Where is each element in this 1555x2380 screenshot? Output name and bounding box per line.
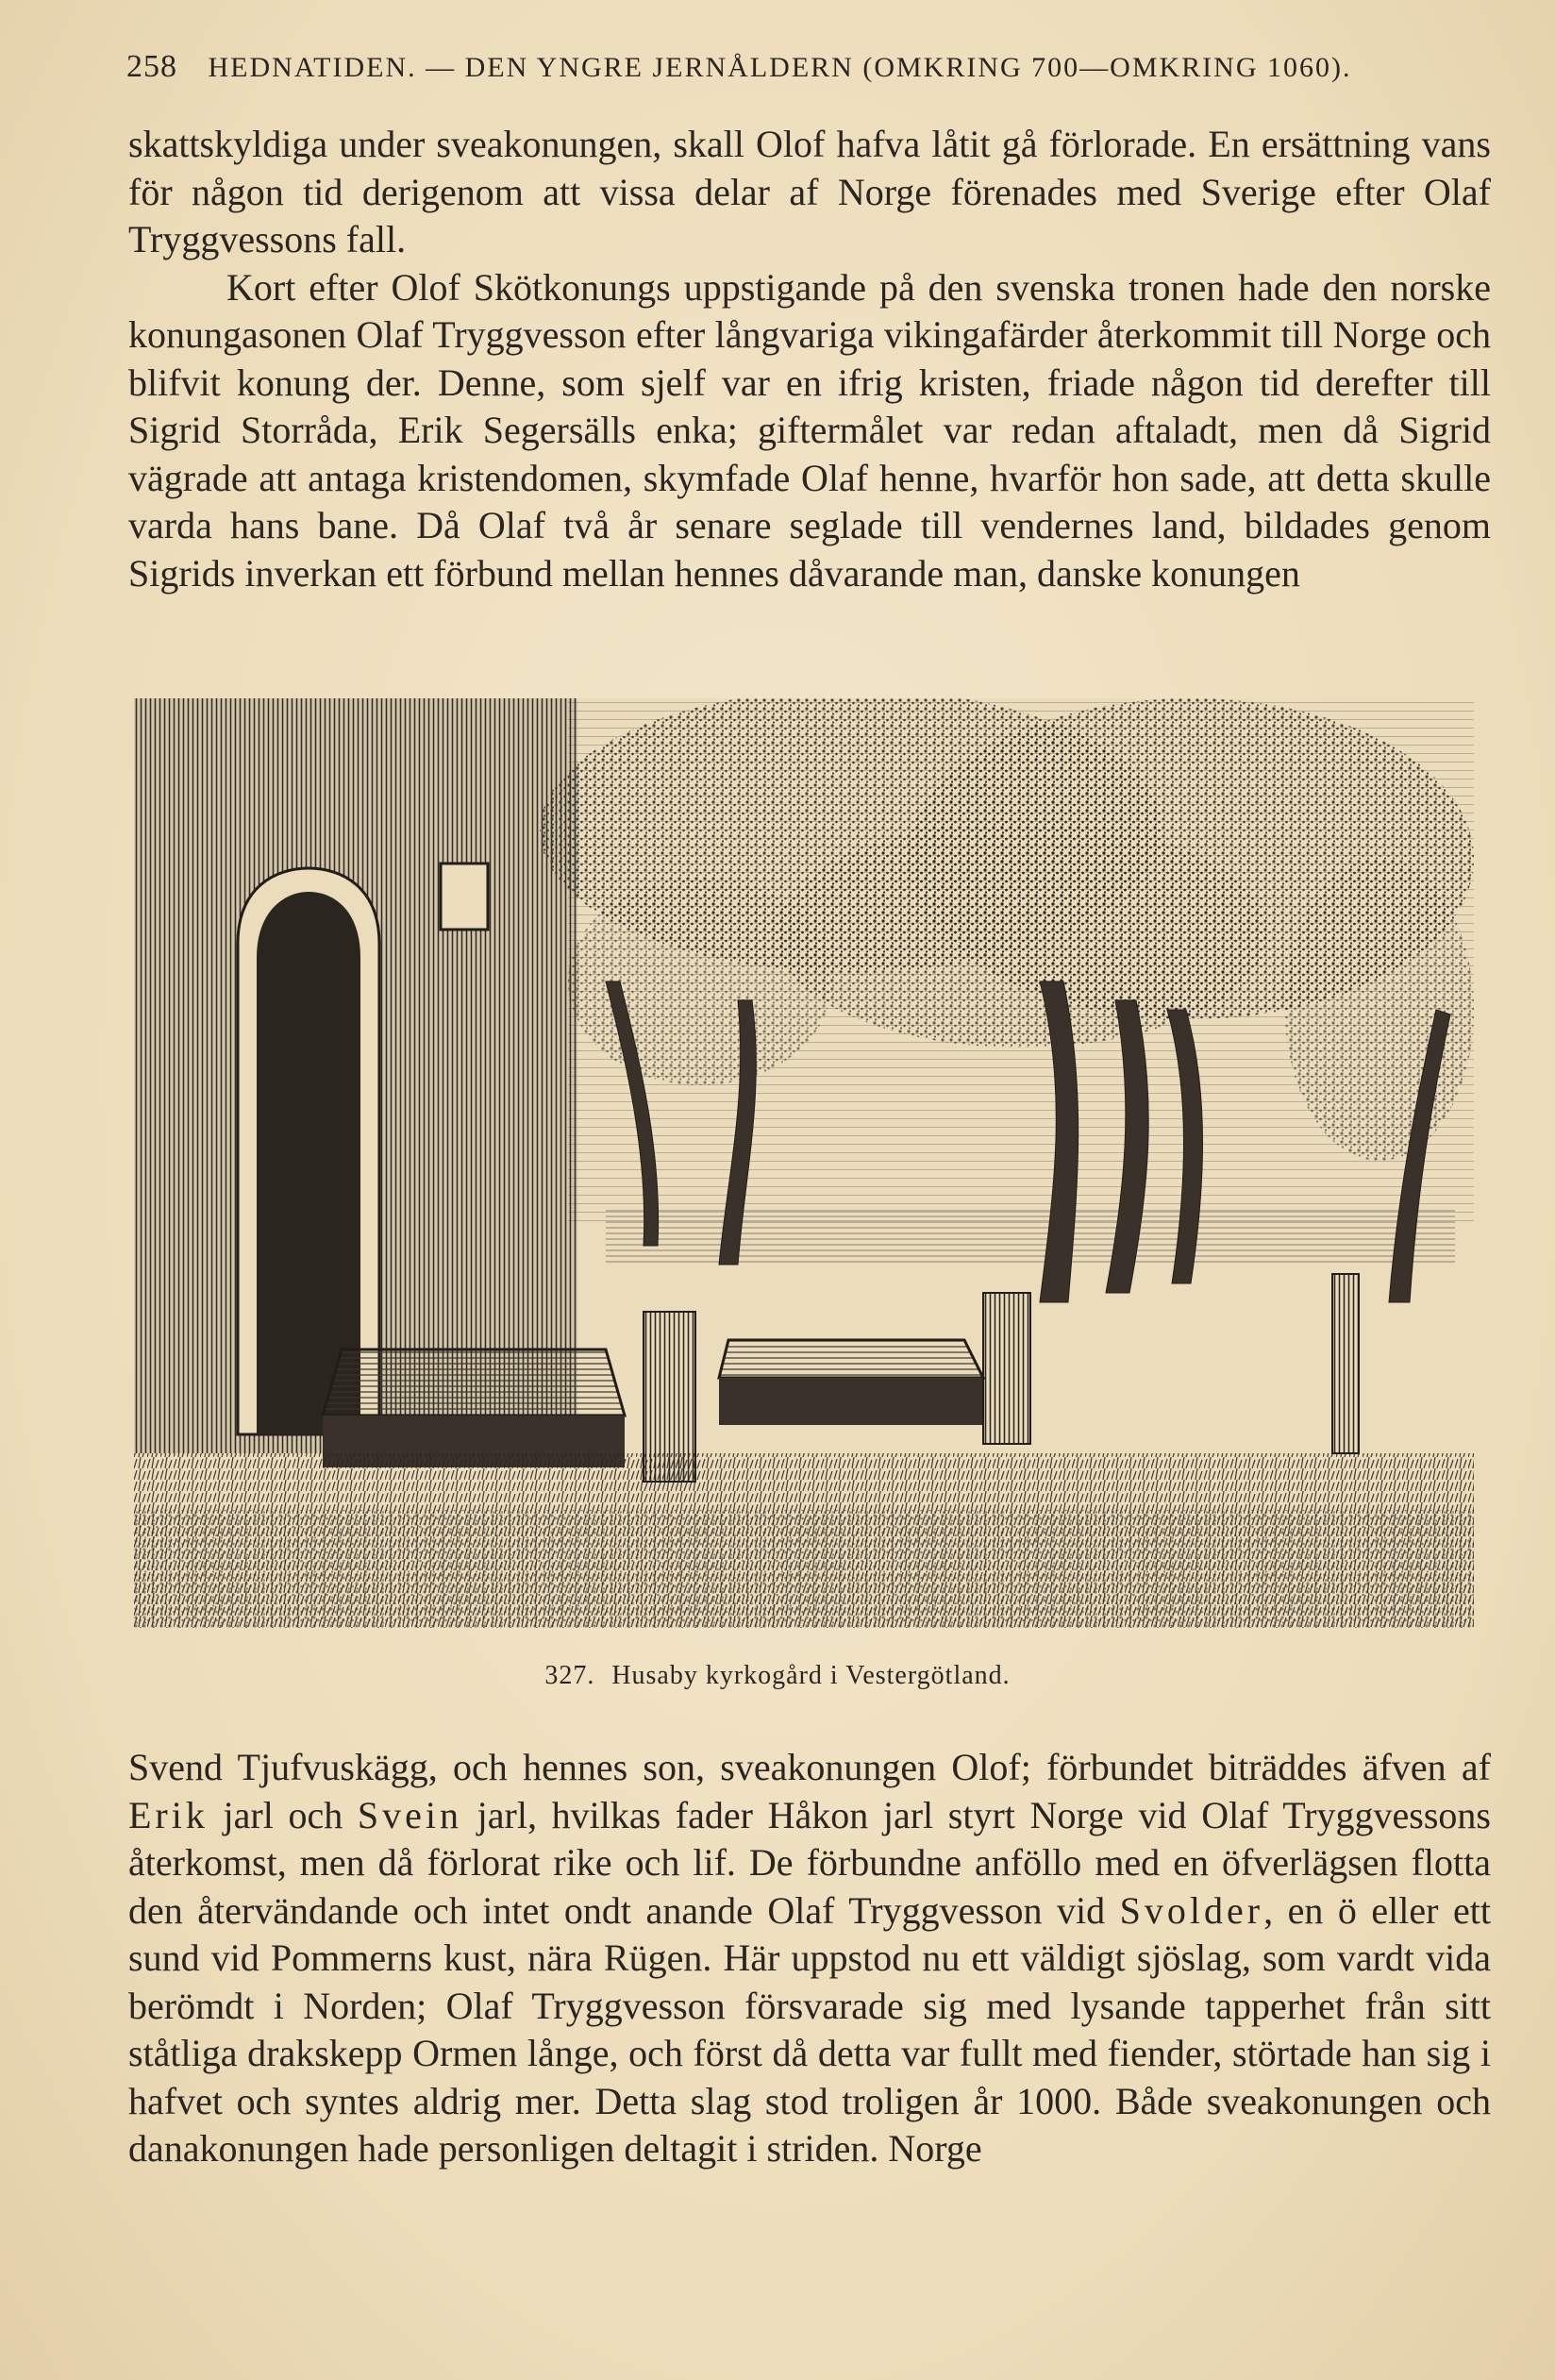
running-title: HEDNATIDEN. — DEN YNGRE JERNÅLDERN (OMKRING 700—OMKRING 1060). bbox=[208, 52, 1352, 83]
body-text-bottom bbox=[128, 1744, 1491, 2173]
engraving-illustration bbox=[134, 698, 1474, 1628]
running-head bbox=[126, 49, 1485, 96]
paragraph-2: Kort efter Olof Skötkonungs uppstigande på den svenska tronen hade den norske konungasonen Olaf Tryggvesson efter långvariga vikingafärder återkommit till Norge och blifvit konung der. Denne, som sjelf var en ifrig kristen, friade någon tid derefter till Sigrid Storråda, Erik Segersälls enka; giftermålet var redan aftaladt, men då Sigrid vägrade att antaga kristendomen, skymfade Olaf henne, hvarför hon sade, att detta skulle varda hans bane. Då Olaf två år senare seglade till vendernes land, bildades genom Sigrids inverkan ett förbund mellan hennes dåvarande man, danske konungen bbox=[128, 265, 1491, 595]
spaced-name-svolder: Svolder bbox=[1119, 1888, 1264, 1932]
paragraph-3 bbox=[128, 1744, 1491, 2173]
figure-caption bbox=[0, 1661, 1555, 1691]
page-number: 258 bbox=[126, 49, 177, 84]
text-run: , en ö eller ett sund vid Pommerns kust, nära Rügen. Här uppstod nu ett väldigt sjöslag, som vardt vida berömdt i Norden; Olaf Tryggvesson försvarade sig med lysande tapperhet från sitt ståtliga drakskepp Ormen långe, och först då detta var fullt med fiender, störtade han sig i hafvet och syntes aldrig mer. Detta slag stod troligen år 1000. Både sveakonungen och danakonungen hade personligen deltagit i striden. Norge bbox=[128, 1888, 1491, 2170]
text-run: jarl, hvilkas fader Håkon jarl styrt Norge vid Olaf Tryggvessons återkomst, men då förlorat rike och lif. De förbundne anföllo med en öfverlägsen flotta den återvändande och intet ondt anande Olaf Tryggvesson vid bbox=[128, 1793, 1491, 1932]
paragraph-1: skattskyldiga under sveakonungen, skall Olof hafva låtit gå förlorade. En ersättning vans för någon tid derigenom att vissa delar af Norge förenades med Sverige efter Olaf Tryggvessons fall. bbox=[128, 123, 1491, 260]
foreground-grass bbox=[134, 1453, 1474, 1628]
body-text-top bbox=[128, 121, 1491, 597]
spaced-name-svein: Svein bbox=[357, 1793, 462, 1836]
text-run: jarl och bbox=[208, 1793, 358, 1836]
text-run: Svend Tjufvuskägg, och hennes son, sveakonungen Olof; förbundet biträddes äfven af bbox=[128, 1746, 1491, 1788]
caption-text: Husaby kyrkogård i Vestergötland. bbox=[611, 1661, 1011, 1690]
church-tower bbox=[134, 698, 577, 1453]
spaced-name-erik: Erik bbox=[128, 1793, 209, 1836]
churchyard-engraving bbox=[134, 698, 1474, 1628]
figure-number: 327. bbox=[544, 1661, 595, 1690]
